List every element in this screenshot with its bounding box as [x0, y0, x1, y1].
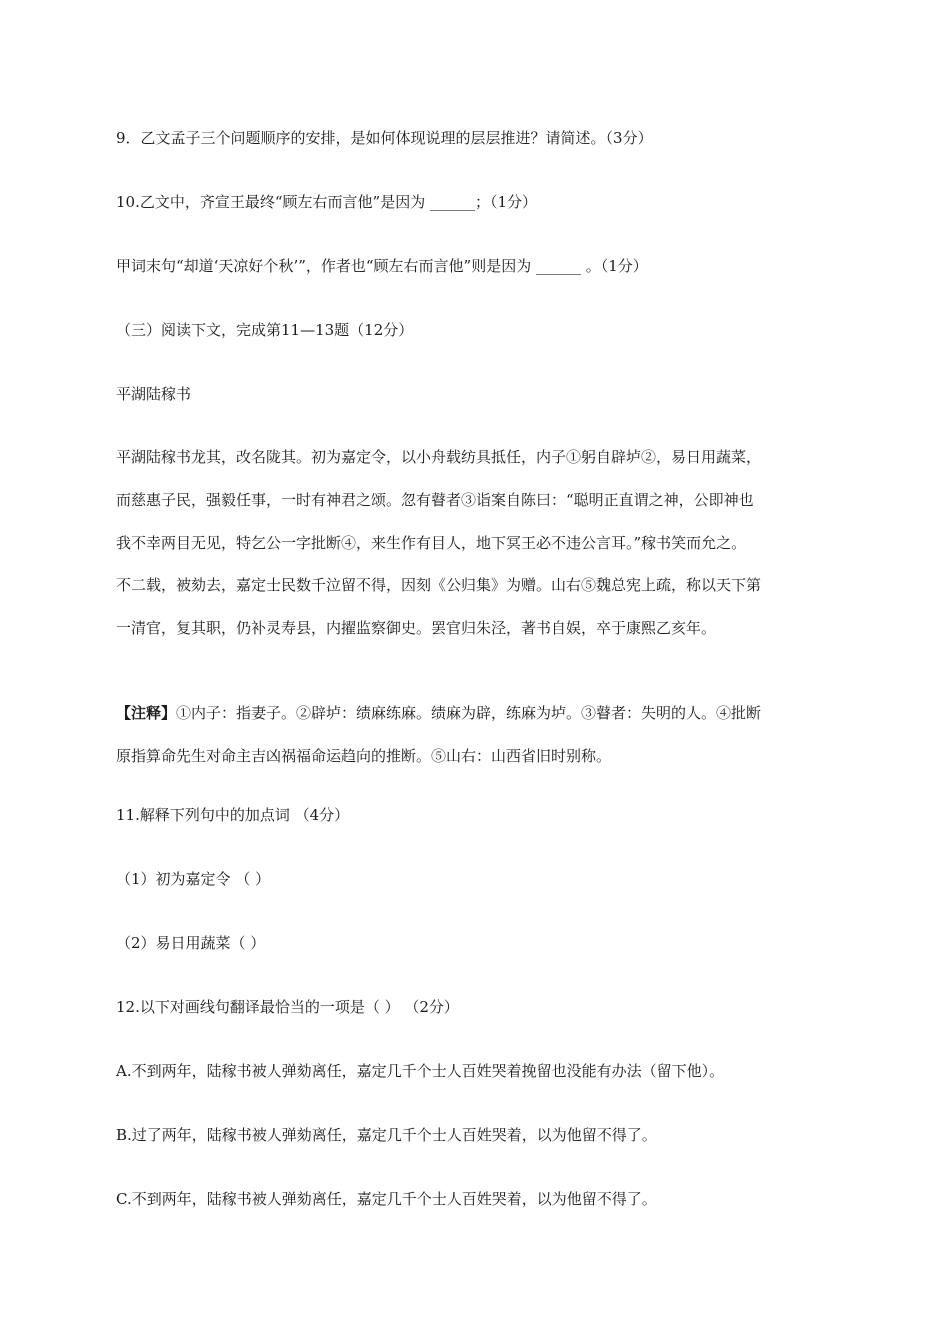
- passage-paragraph-1-line: 而慈惠子民，强毅任事，一时有神君之颂。忽有瞽者③诣案自陈曰：“聪明正直谓之神，公即神也: [116, 491, 754, 509]
- question-12: 12.以下对画线句翻译最恰当的一项是（ ） （2分）: [116, 998, 459, 1016]
- passage-paragraph-2-line: 一清官，复其职，仍补灵寿县，内擢监察御史。罢官归朱泾，著书自娱，卒于康熙乙亥年。: [116, 619, 717, 637]
- question-11-item-2: （2）易日用蔬菜（ ）: [116, 934, 266, 952]
- passage-paragraph-2-line: 不二载，被劾去，嘉定士民数千泣留不得，因刻《公归集》为赠。山右⑤魏总宪上疏，称以天下第: [116, 576, 762, 594]
- question-10-part-1: 10.乙文中，齐宣王最终“顾左右而言他”是因为 ______；（1分）: [116, 193, 538, 211]
- question-12-option-b: B.过了两年，陆稼书被人弹劾离任，嘉定几千个士人百姓哭着，以为他留不得了。: [116, 1126, 657, 1144]
- passage-paragraph-1: [116, 436, 844, 565]
- question-10-part-2: 甲词末句“却道‘天凉好个秋’”，作者也“顾左右而言他”则是因为 ______ 。（1分）: [116, 257, 648, 275]
- question-11-item-1: （1）初为嘉定令 （ ）: [116, 870, 271, 888]
- notes-text: ①内子：指妻子。②辟垆：绩麻练麻。绩麻为辟，练麻为垆。③瞽者：失明的人。④批断: [176, 704, 762, 722]
- annotation-notes-line: [116, 692, 844, 735]
- question-11: 11.解释下列句中的加点词 （4分）: [116, 806, 350, 824]
- question-9: 9．乙文孟子三个问题顺序的安排，是如何体现说理的层层推进？请简述。（3分）: [116, 129, 653, 147]
- notes-label: 【注释】: [116, 704, 177, 722]
- passage-paragraph-2: [116, 564, 844, 650]
- question-12-option-c: C.不到两年，陆稼书被人弹劾离任，嘉定几千个士人百姓哭着，以为他留不得了。: [116, 1190, 657, 1208]
- passage-title: 平湖陆稼书: [116, 385, 192, 403]
- annotation-notes: [116, 692, 844, 778]
- question-12-option-a: A.不到两年，陆稼书被人弹劾离任，嘉定几千个士人百姓哭着挽留也没能有办法（留下他）。: [116, 1062, 725, 1080]
- passage-paragraph-1-line: 我不幸两目无见，特乞公一字批断④，来生作有目人，地下冥王必不违公言耳。”稼书笑而允之。: [116, 534, 747, 552]
- section-3-heading: （三）阅读下文，完成第11—13题（12分）: [116, 321, 414, 339]
- annotation-notes-line: 原指算命先生对命主吉凶祸福命运趋向的推断。⑤山右：山西省旧时别称。: [116, 747, 612, 765]
- passage-paragraph-1-line: 平湖陆稼书龙其，改名陇其。初为嘉定令，以小舟载纺具抵任，内子①躬自辟垆②，易日用蔬菜，: [116, 448, 762, 466]
